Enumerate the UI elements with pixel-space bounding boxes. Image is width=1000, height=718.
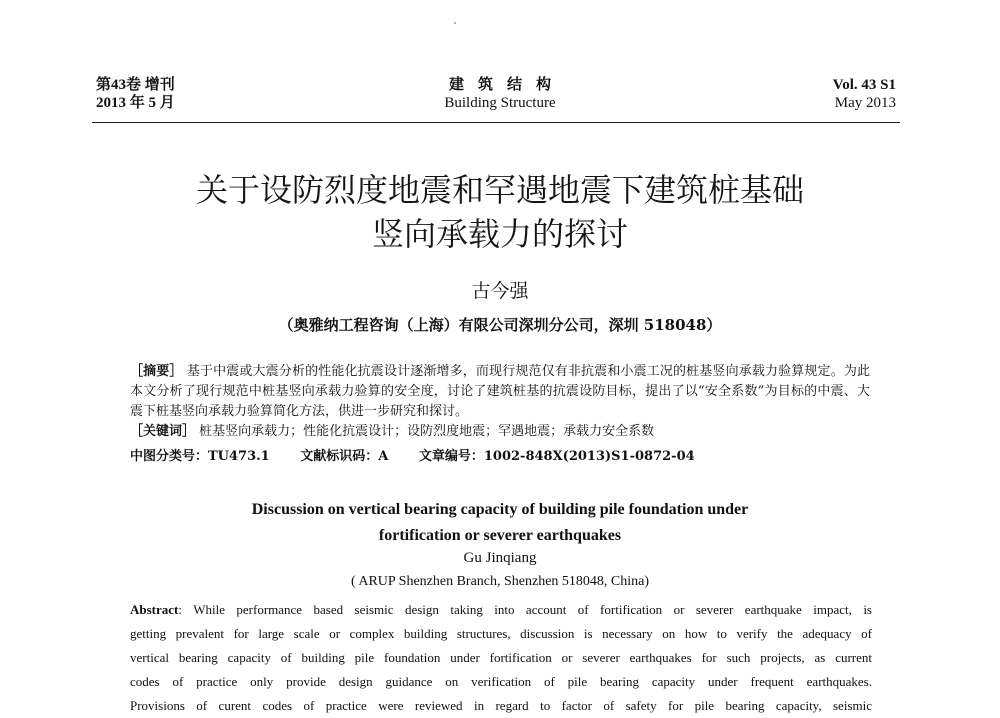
journal-name-header <box>380 76 620 112</box>
abstract-en-line-4: codes of practice only provide design guidance on verification of pile bearing capacity under frequent earthquakes. <box>130 674 872 689</box>
title-en-line-2: fortification or severer earthquakes <box>378 527 622 544</box>
keywords-cn-text: 桩基竖向承载力；性能化抗震设计；设防烈度地震；罕遇地震；承载力安全系数 <box>199 424 655 439</box>
abstract-cn-label: ［摘要］ <box>130 364 183 379</box>
abstract-cn-text: 基于中震或大震分析的性能化抗震设计逐渐增多，而现行规范仅有非抗震和小震工况的桩基竖向承载力验算规定。为此本文分析了现行规范中桩基竖向承载力验算的安全度，讨论了建筑桩基的抗震设防目标，提出了以“安全系数”为目标的中震、大震下桩基竖向承载力验算简化方法，供进一步研究和探讨。 <box>130 364 870 419</box>
classification-line <box>130 447 870 467</box>
abstract-en-line-2: getting prevalent for large scale or complex building structures, discussion is necessary on how to verify the adequacy of <box>130 626 872 641</box>
journal-name-en: Building Structure <box>444 95 556 111</box>
document-code: 文献标识码：A <box>300 449 389 464</box>
issue-date-cn: 2013 年 5 月 <box>96 95 175 111</box>
abstract-en-line-3: vertical bearing capacity of building pile foundation under fortification or severer earthquakes for such projects, as current <box>130 650 872 665</box>
abstract-en-line-5: Provisions of curent codes of practice were reviewed in regard to factor of safety for pile bearing capacity, seismic <box>130 698 872 713</box>
abstract-en-label: Abstract <box>130 602 179 617</box>
clc-number: 中图分类号：TU473.1 <box>130 449 270 464</box>
affiliation-cn: （奥雅纳工程咨询（上海）有限公司深圳分公司，深圳 518048） <box>278 316 722 334</box>
affiliation-en: ( ARUP Shenzhen Branch, Shenzhen 518048, China) <box>350 574 650 589</box>
title-line-1: 关于设防烈度地震和罕遇地震下建筑桩基础 <box>195 171 804 209</box>
header-rule <box>92 122 900 123</box>
article-number: 文章编号：1002-848X(2013)S1-0872-04 <box>418 449 695 464</box>
volume-en: Vol. 43 S1 <box>832 77 896 93</box>
title-line-2: 竖向承载力的探讨 <box>371 215 628 253</box>
issue-volume-cn: 第43卷 增刊 <box>96 77 175 93</box>
journal-volume-header <box>833 76 896 112</box>
keywords-cn <box>130 422 870 442</box>
author-cn: 古今强 <box>471 280 529 302</box>
title-en-line-1: Discussion on vertical bearing capacity of building pile foundation under <box>251 501 749 518</box>
scan-speck <box>454 22 456 24</box>
journal-issue-header <box>96 76 175 112</box>
paper-title-cn <box>0 168 1000 256</box>
abstract-en <box>130 598 872 718</box>
abstract-en-line-1: : While performance based seismic design taking into account of fortification or severer earthquake impact, is <box>178 602 872 617</box>
author-en: Gu Jinqiang <box>463 550 537 566</box>
abstract-en-line <box>130 598 872 622</box>
paper-title-en <box>0 497 1000 549</box>
journal-name-cn: 建筑结构 <box>448 77 565 93</box>
keywords-cn-label: ［关键词］ <box>130 424 196 439</box>
abstract-cn <box>130 362 870 422</box>
date-en: May 2013 <box>834 95 896 111</box>
